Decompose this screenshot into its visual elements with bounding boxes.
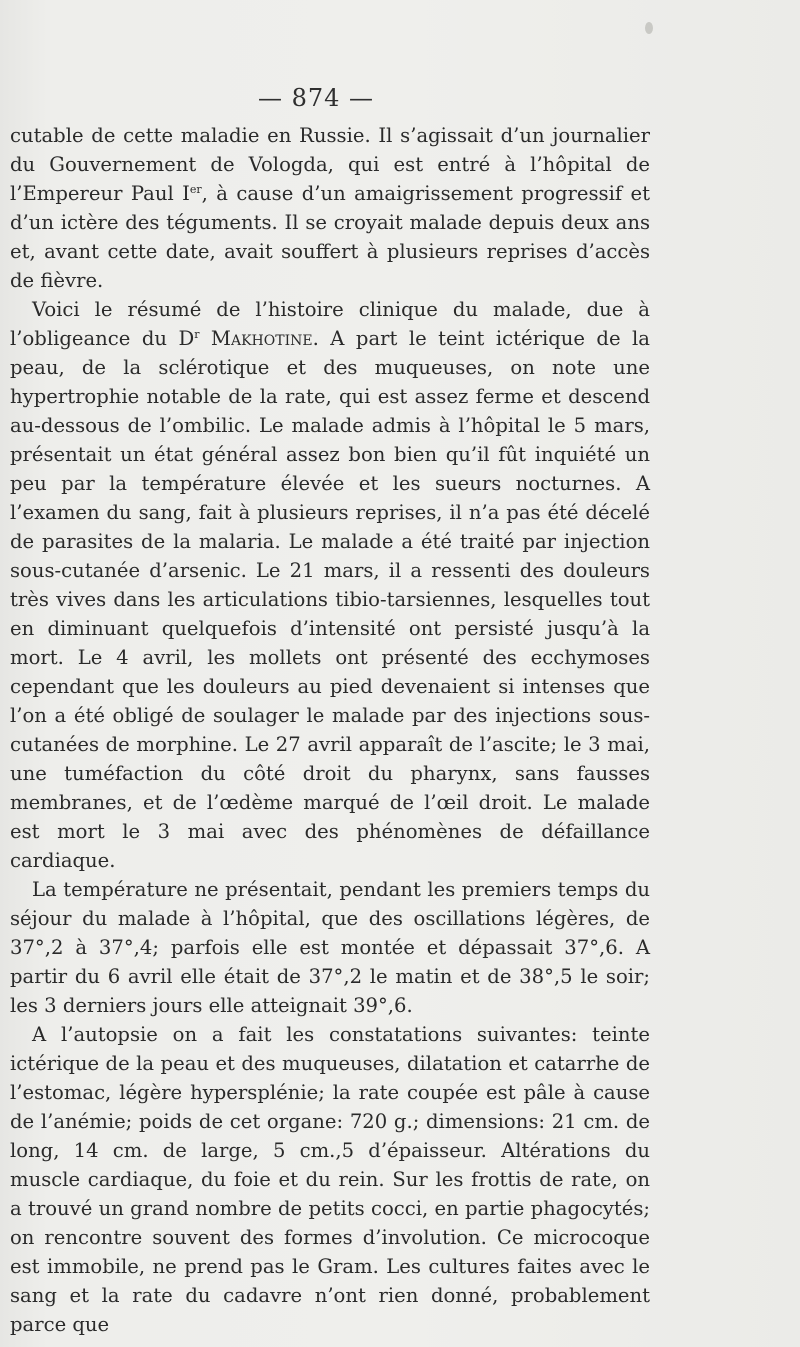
paper-speck (645, 22, 653, 34)
paragraph-3 (10, 875, 650, 1020)
text-segment: , à cause d’un amaigrissement progressif et d’un ictère des téguments. Il se croyait malade depuis deux ans et, avant cette date, avait souffert à plusieurs reprises d’accès de fièvre. (10, 182, 650, 292)
paragraph-4 (10, 1020, 650, 1339)
body-text (10, 121, 650, 1339)
text-segment: cutable de cette maladie en Russie. Il s’agissait d’un journalier du Gouvernement de Vologda, qui est entré à l’hôpital de l’Empereur Paul I (10, 124, 650, 205)
text-segment (199, 327, 210, 350)
text-segment: . A part le teint ictérique de la peau, de la sclérotique et des muqueuses, on note une hypertrophie notable de la rate, qui est assez ferme et descend au-dessous de l’ombilic. Le malade admis à l’hôpital le 5 mars, présentait un état général assez bon bien qu’il fût inquiété un peu par la température élevée et les sueurs nocturnes. A l’examen du sang, fait à plusieurs reprises, il n’a pas été décelé de parasites de la malaria. Le malade a été traité par injection sous-cutanée d’arsenic. Le 21 mars, il a ressenti des douleurs très vives dans les articulations tibio-tarsiennes, lesquelles tout en diminuant quelquefois d’intensité ont persisté jusqu’à la mort. Le 4 avril, les mollets ont présenté des ecchymoses cependant que les douleurs au pied devenaient si intenses que l’on a été obligé de soulager le malade par des injections sous-cutanées de morphine. Le 27 avril apparaît de l’ascite; le 3 mai, une tuméfaction du côté droit du pharynx, sans fausses membranes, et de l’œdème marqué de l’œil droit. Le malade est mort le 3 mai avec des phénomènes de défaillance cardiaque. (10, 327, 650, 872)
superscript: r (194, 328, 200, 341)
superscript: er (189, 183, 202, 196)
page-number: — 874 — (257, 84, 375, 112)
paragraph-1 (10, 121, 650, 295)
text-segment: La température ne présentait, pendant les premiers temps du séjour du malade à l’hôpital, que des oscillations légères, de 37°,2 à 37°,4; parfois elle est montée et dépassait 37°,6. A partir du 6 avril elle était de 37°,2 le matin et de 38°,5 le soir; les 3 derniers jours elle atteignait 39°,6. (10, 878, 650, 1017)
text-segment: A l’autopsie on a fait les constatations suivantes: teinte ictérique de la peau et des muqueuses, dilatation et catarrhe de l’estomac, légère hypersplénie; la rate coupée est pâle à cause de l’anémie; poids de cet organe: 720 g.; dimensions: 21 cm. de long, 14 cm. de large, 5 cm.,5 d’épaisseur. Altérations du muscle cardiaque, du foie et du rein. Sur les frottis de rate, on a trouvé un grand nombre de petits cocci, en partie phagocytés; on rencontre souvent des formes d’involution. Ce microcoque est immobile, ne prend pas le Gram. Les cultures faites avec le sang et la rate du cadavre n’ont rien donné, probablement parce que (10, 1023, 650, 1336)
text-segment: Voici le résumé de l’histoire clinique du malade, due à l’obligeance du D (10, 298, 650, 350)
author-name: Makhotine (210, 327, 313, 350)
paragraph-2 (10, 295, 650, 875)
